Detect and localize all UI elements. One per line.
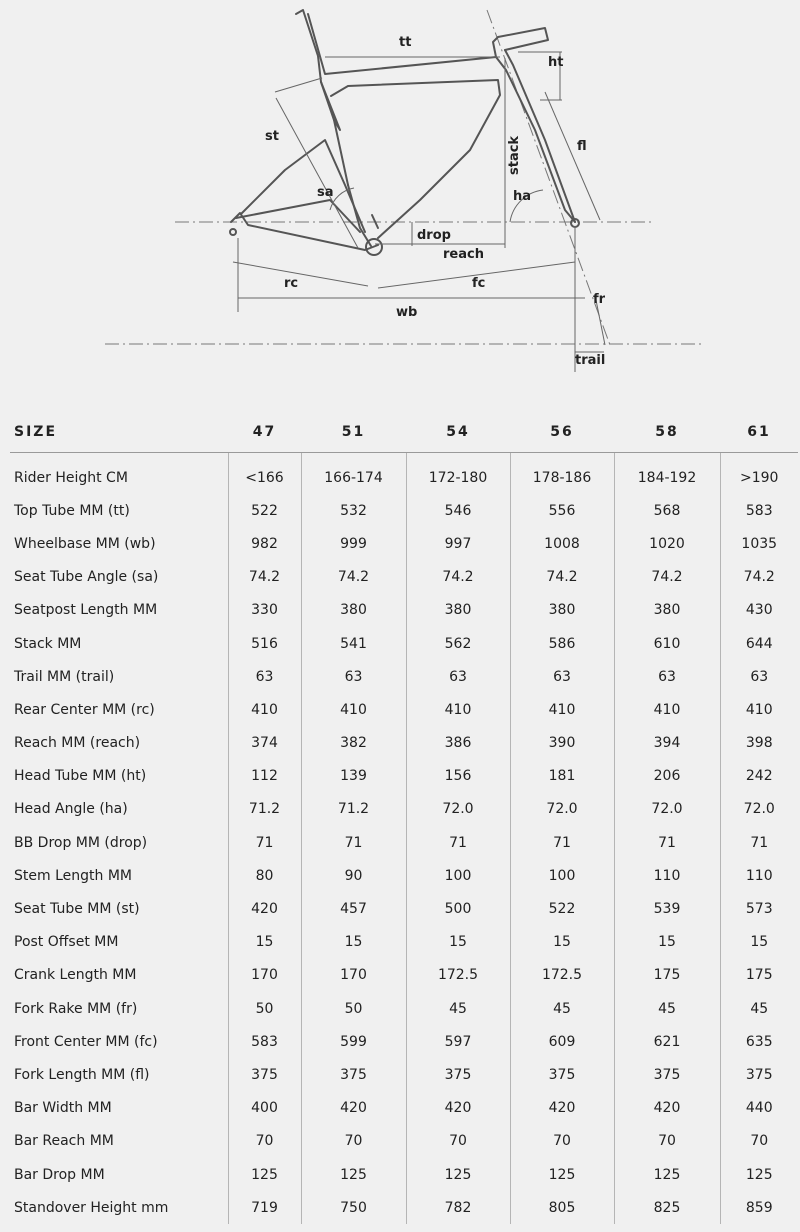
table-cell: 71.2 <box>228 793 301 826</box>
table-cell: 556 <box>510 494 614 527</box>
row-label: BB Drop MM (drop) <box>14 834 148 851</box>
table-cell: 74.2 <box>510 561 614 594</box>
table-row <box>10 1191 798 1224</box>
st-ext-line <box>275 78 322 92</box>
ht-label: ht <box>548 55 564 70</box>
size-column-header: 56 <box>510 412 614 453</box>
row-label: Trail MM (trail) <box>14 668 115 685</box>
row-label: Crank Length MM <box>14 967 137 984</box>
table-row <box>10 826 798 859</box>
table-cell: 541 <box>301 627 406 660</box>
table-row <box>10 594 798 627</box>
table-row <box>10 461 798 494</box>
row-label: Bar Width MM <box>14 1100 112 1117</box>
table-cell: 156 <box>406 760 510 793</box>
size-column-header: 58 <box>614 412 720 453</box>
table-cell: 71 <box>510 826 614 859</box>
table-row <box>10 693 798 726</box>
table-cell: 516 <box>228 627 301 660</box>
trail-label: trail <box>575 353 606 368</box>
table-cell: 50 <box>301 992 406 1025</box>
table-cell: 859 <box>720 1191 798 1224</box>
table-cell: 175 <box>614 959 720 992</box>
table-cell: 532 <box>301 494 406 527</box>
row-label: Front Center MM (fc) <box>14 1033 158 1050</box>
table-row <box>10 1058 798 1091</box>
table-cell: 178-186 <box>510 461 614 494</box>
row-label: Post Offset MM <box>14 934 119 951</box>
table-cell: 71 <box>406 826 510 859</box>
table-cell: 597 <box>406 1025 510 1058</box>
table-cell: 70 <box>720 1125 798 1158</box>
table-cell: 63 <box>720 660 798 693</box>
table-cell: 782 <box>406 1191 510 1224</box>
table-cell: 100 <box>406 859 510 892</box>
fl-label: fl <box>577 139 587 154</box>
table-cell: 125 <box>406 1158 510 1191</box>
table-cell: 125 <box>301 1158 406 1191</box>
table-cell: 63 <box>406 660 510 693</box>
table-cell: 420 <box>406 1092 510 1125</box>
table-cell: 420 <box>614 1092 720 1125</box>
table-cell: 70 <box>510 1125 614 1158</box>
table-cell: 63 <box>510 660 614 693</box>
table-cell: 999 <box>301 527 406 560</box>
table-cell: 375 <box>228 1058 301 1091</box>
table-cell: 420 <box>228 892 301 925</box>
table-cell: 15 <box>301 926 406 959</box>
table-cell: <166 <box>228 461 301 494</box>
table-cell: 982 <box>228 527 301 560</box>
table-row <box>10 1025 798 1058</box>
stack-label: stack <box>507 135 522 175</box>
table-cell: 72.0 <box>406 793 510 826</box>
table-row <box>10 727 798 760</box>
table-row <box>10 926 798 959</box>
table-cell: 15 <box>228 926 301 959</box>
tt-label: tt <box>399 35 412 50</box>
table-cell: 380 <box>301 594 406 627</box>
table-cell: 410 <box>301 693 406 726</box>
table-cell: 125 <box>614 1158 720 1191</box>
table-cell: 112 <box>228 760 301 793</box>
size-header: SIZE <box>10 412 228 453</box>
table-row <box>10 627 798 660</box>
table-cell: 374 <box>228 727 301 760</box>
row-label: Seat Tube Angle (sa) <box>14 569 159 586</box>
table-cell: 430 <box>720 594 798 627</box>
table-cell: 125 <box>720 1158 798 1191</box>
table-row <box>10 494 798 527</box>
table-cell: 635 <box>720 1025 798 1058</box>
table-cell: 568 <box>614 494 720 527</box>
fr-label: fr <box>593 292 606 307</box>
table-cell: 825 <box>614 1191 720 1224</box>
table-cell: 573 <box>720 892 798 925</box>
table-cell: 242 <box>720 760 798 793</box>
table-cell: 375 <box>510 1058 614 1091</box>
table-cell: 1020 <box>614 527 720 560</box>
row-label: Seat Tube MM (st) <box>14 901 140 918</box>
table-cell: 71.2 <box>301 793 406 826</box>
table-cell: 15 <box>406 926 510 959</box>
table-cell: 71 <box>720 826 798 859</box>
table-cell: 63 <box>228 660 301 693</box>
geometry-table <box>10 412 798 1224</box>
table-cell: 599 <box>301 1025 406 1058</box>
table-cell: 71 <box>614 826 720 859</box>
table-cell: 70 <box>614 1125 720 1158</box>
table-cell: 609 <box>510 1025 614 1058</box>
row-label: Head Angle (ha) <box>14 801 128 818</box>
table-cell: 410 <box>614 693 720 726</box>
table-row <box>10 527 798 560</box>
table-cell: 410 <box>228 693 301 726</box>
table-cell: 390 <box>510 727 614 760</box>
table-cell: 719 <box>228 1191 301 1224</box>
table-row <box>10 1092 798 1125</box>
table-cell: 546 <box>406 494 510 527</box>
table-cell: 206 <box>614 760 720 793</box>
row-label: Bar Reach MM <box>14 1133 114 1150</box>
spacer-row <box>10 453 798 462</box>
table-cell: 15 <box>510 926 614 959</box>
table-cell: 586 <box>510 627 614 660</box>
row-label: Stem Length MM <box>14 867 132 884</box>
table-cell: 70 <box>406 1125 510 1158</box>
frame-geometry-diagram <box>0 0 800 380</box>
table-cell: 63 <box>301 660 406 693</box>
table-cell: 172.5 <box>406 959 510 992</box>
row-label: Reach MM (reach) <box>14 735 141 752</box>
wb-label: wb <box>396 305 418 320</box>
row-label: Wheelbase MM (wb) <box>14 535 156 552</box>
table-cell: 90 <box>301 859 406 892</box>
table-cell: 410 <box>720 693 798 726</box>
table-cell: 583 <box>228 1025 301 1058</box>
drop-label: drop <box>417 228 451 243</box>
table-cell: 457 <box>301 892 406 925</box>
table-cell: 583 <box>720 494 798 527</box>
table-cell: 15 <box>720 926 798 959</box>
table-row <box>10 793 798 826</box>
ha-label: ha <box>513 189 532 204</box>
table-cell: 420 <box>510 1092 614 1125</box>
table-cell: 170 <box>301 959 406 992</box>
row-label: Seatpost Length MM <box>14 602 158 619</box>
table-cell: 562 <box>406 627 510 660</box>
table-cell: 522 <box>228 494 301 527</box>
table-cell: 50 <box>228 992 301 1025</box>
table-cell: 380 <box>614 594 720 627</box>
table-cell: 184-192 <box>614 461 720 494</box>
table-cell: 172.5 <box>510 959 614 992</box>
table-cell: 45 <box>510 992 614 1025</box>
table-cell: 330 <box>228 594 301 627</box>
table-cell: 45 <box>614 992 720 1025</box>
table-cell: 644 <box>720 627 798 660</box>
table-cell: 71 <box>228 826 301 859</box>
table-cell: 610 <box>614 627 720 660</box>
row-label: Rider Height CM <box>14 469 128 486</box>
rc-dimension <box>233 262 368 286</box>
table-cell: 1008 <box>510 527 614 560</box>
table-cell: 172-180 <box>406 461 510 494</box>
table-cell: 125 <box>228 1158 301 1191</box>
table-cell: 74.2 <box>720 561 798 594</box>
row-label: Fork Length MM (fl) <box>14 1066 150 1083</box>
table-cell: 166-174 <box>301 461 406 494</box>
table-cell: 522 <box>510 892 614 925</box>
row-label: Stack MM <box>14 635 82 652</box>
rc-label: rc <box>284 276 299 291</box>
table-cell: 386 <box>406 727 510 760</box>
table-cell: 72.0 <box>720 793 798 826</box>
table-row <box>10 859 798 892</box>
table-cell: 110 <box>720 859 798 892</box>
table-cell: 440 <box>720 1092 798 1125</box>
table-row <box>10 959 798 992</box>
size-header-row <box>10 412 798 453</box>
size-column-header: 54 <box>406 412 510 453</box>
table-cell: 375 <box>720 1058 798 1091</box>
table-row <box>10 561 798 594</box>
table-cell: 74.2 <box>228 561 301 594</box>
row-label: Head Tube MM (ht) <box>14 768 147 785</box>
table-cell: 181 <box>510 760 614 793</box>
table-cell: 380 <box>510 594 614 627</box>
sa-label: sa <box>317 185 334 200</box>
table-cell: 74.2 <box>301 561 406 594</box>
table-cell: 410 <box>406 693 510 726</box>
table-cell: 400 <box>228 1092 301 1125</box>
row-label: Bar Drop MM <box>14 1166 105 1183</box>
table-cell: 45 <box>720 992 798 1025</box>
table-cell: 539 <box>614 892 720 925</box>
table-cell: 110 <box>614 859 720 892</box>
table-row <box>10 992 798 1025</box>
table-cell: 72.0 <box>614 793 720 826</box>
table-cell: 1035 <box>720 527 798 560</box>
table-row <box>10 760 798 793</box>
table-cell: 410 <box>510 693 614 726</box>
size-column-header: 61 <box>720 412 798 453</box>
table-cell: 750 <box>301 1191 406 1224</box>
row-label: Top Tube MM (tt) <box>14 502 130 519</box>
reach-label: reach <box>443 247 484 262</box>
row-label: Standover Height mm <box>14 1199 169 1216</box>
table-cell: 63 <box>614 660 720 693</box>
table-row <box>10 1158 798 1191</box>
table-cell: 382 <box>301 727 406 760</box>
table-cell: 805 <box>510 1191 614 1224</box>
table-cell: 45 <box>406 992 510 1025</box>
table-cell: 74.2 <box>614 561 720 594</box>
table-cell: 70 <box>301 1125 406 1158</box>
table-cell: 72.0 <box>510 793 614 826</box>
fc-label: fc <box>472 276 486 291</box>
table-cell: 100 <box>510 859 614 892</box>
row-label: Rear Center MM (rc) <box>14 701 155 718</box>
table-cell: 375 <box>301 1058 406 1091</box>
table-cell: 80 <box>228 859 301 892</box>
table-cell: 420 <box>301 1092 406 1125</box>
table-cell: 139 <box>301 760 406 793</box>
fl-dimension <box>545 92 600 220</box>
table-cell: 170 <box>228 959 301 992</box>
table-cell: 15 <box>614 926 720 959</box>
table-cell: 125 <box>510 1158 614 1191</box>
table-cell: 394 <box>614 727 720 760</box>
table-cell: 398 <box>720 727 798 760</box>
table-cell: 74.2 <box>406 561 510 594</box>
table-cell: 380 <box>406 594 510 627</box>
table-row <box>10 892 798 925</box>
table-cell: 175 <box>720 959 798 992</box>
st-label: st <box>265 129 279 144</box>
table-cell: 70 <box>228 1125 301 1158</box>
table-cell: >190 <box>720 461 798 494</box>
table-cell: 621 <box>614 1025 720 1058</box>
geometry-table-body <box>10 453 798 1225</box>
table-cell: 71 <box>301 826 406 859</box>
table-row <box>10 660 798 693</box>
table-row <box>10 1125 798 1158</box>
table-cell: 375 <box>614 1058 720 1091</box>
row-label: Fork Rake MM (fr) <box>14 1000 138 1017</box>
size-column-header: 47 <box>228 412 301 453</box>
table-cell: 500 <box>406 892 510 925</box>
table-cell: 375 <box>406 1058 510 1091</box>
table-cell: 997 <box>406 527 510 560</box>
size-column-header: 51 <box>301 412 406 453</box>
